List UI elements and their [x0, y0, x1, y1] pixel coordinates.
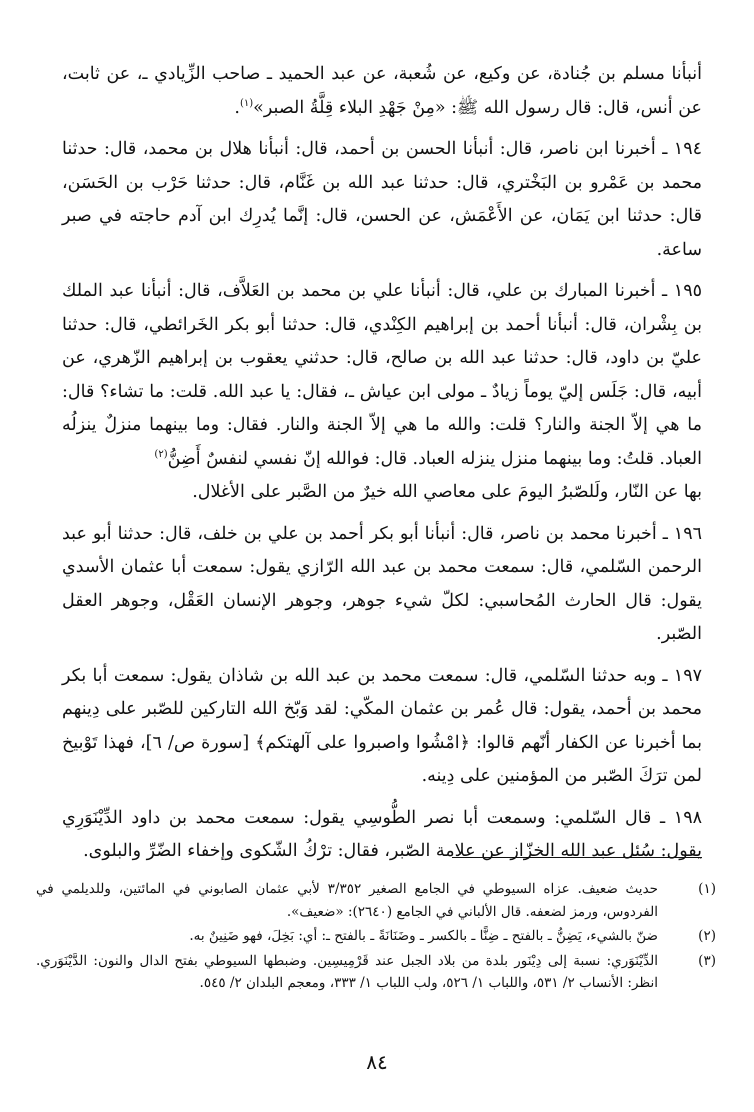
paragraph-text: أنبأنا مسلم بن جُنادة، عن وكيع، عن شُعبة، عن عبد الحميد ـ صاحب الزِّيادي ـ، عن ثابت، عن أنس، قال: قال رسول الله ﷺ: «مِنْ جَهْدِ البلاء قِلَّةُ الصبر»: [62, 64, 702, 118]
paragraph-197: ١٩٧ ـ وبه حدثنا السّلمي، قال: سمعت محمد بن عبد الله بن شاذان يقول: سمعت أبا بكر محمد بن أحمد، يقول: قال عُمر بن عثمان المكّي: لقد وَبّخ الله التاركين للصّبر على دِينهم بما أخبرنا عن الكفار أنّهم قالوا: ﴿امْشُوا واصبروا على آلهتكم﴾ [سورة ص/ ٦]، فهذا تَوْبيخ لمن ترَكَ الصّبر من المؤمنين على دِينه.: [62, 665, 702, 786]
footnotes: [36, 878, 716, 997]
paragraph-195: [62, 275, 702, 476]
footnote-divider: [452, 857, 702, 858]
paragraph-intro: أنبأنا مسلم بن جُنادة، عن وكيع، عن شُعبة، عن عبد الحميد ـ صاحب الزِّيادي ـ، عن ثابت، عن أنس، قال: قال رسول الله ﷺ: «مِنْ جَهْدِ البلاء قِلَّةُ الصبر»$^{(١)}$.: [62, 64, 702, 118]
footnote-mark-2: (٢): [154, 448, 168, 460]
paragraph-196: ١٩٦ ـ أخبرنا محمد بن ناصر، قال: أنبأنا أبو بكر أحمد بن علي بن خلف، قال: حدثنا أبو عبد الرحمن السّلمي، قال: سمعت محمد بن عبد الله الرّازي يقول: سمعت أبا عثمان الأسدي يقول: قال الحارث المُحاسبي: لكلّ شيء جوهر، وجوهر الإنسان العَقْل، وجوهر العقل الصّبر.: [62, 523, 702, 644]
footnote-3: [36, 950, 716, 995]
footnote-text: الدِّيْنَوَري: نسبة إلى دِيْنَور بلدة من بلاد الجبل عند قَرْمِيسِين. وضبطها السيوطي بفتح الدال والنون: الدَّيْنَوَري. انظر: الأنساب ٢/ ٥٣١، واللباب ١/ ٥٢٦، ولب اللباب ١/ ٣٣٣، ومعجم البلدان ٢/ ٥٤٥.: [36, 952, 658, 991]
paragraph-195-end: بها عن النّار، ولَلصّبرُ اليومَ على معاصي الله خيرٌ من الصَّبر على الأغلال.: [192, 482, 702, 502]
main-text: [62, 58, 702, 877]
footnote-number: (١): [698, 881, 716, 897]
footnote-mark-1: (١): [239, 97, 254, 109]
page-number: ٨٤: [366, 1050, 388, 1074]
footnote-1: [36, 878, 716, 923]
footnote-text: ضنّ بالشيء، يَضِنُّ ـ بالفتح ـ ضِنًّا ـ بالكسر ـ وضَنَانَةً ـ بالفتح ـ: أي: بَخِلَ، فهو ضَنِينٌ به.: [189, 928, 658, 944]
footnote-text: حديث ضعيف. عزاه السيوطي في الجامع الصغير ٣/٣٥٢ لأبي عثمان الصابوني في المائتين، وللديلمي في الفردوس، ورمز لضعفه. قال الألباني في الجامع (٢٦٤٠): «ضعيف».: [36, 881, 658, 920]
footnote-number: (٢): [698, 928, 716, 944]
footnote-2: [36, 925, 716, 948]
paragraph-text: ١٩٥ ـ أخبرنا المبارك بن علي، قال: أنبأنا علي بن محمد بن العَلاَّف، قال: أنبأنا عبد الملك بن بِشْران، قال: أنبأنا أحمد بن إبراهيم الكِنْدي، قال: حدثنا أبو بكر الخَرائطي، قال: حدثنا عليّ بن داود، قال: حدثنا عبد الله بن صالح، قال: حدثني يعقوب بن إبراهيم الزّهري، عن أبيه، قال: جَلَس إليّ يوماً زيادٌ ـ مولى ابن عياش ـ، فقال: يا عبد الله. قلت: ما تشاء؟ قال: ما هي إلاّ الجنة والنار؟ قلت: والله ما هي إلاّ الجنة والنار. فقال: وما بينهما منزلٌ ينزلُه العباد. قلتُ: وما بينهما منزل ينزله العباد. قال: فوالله إنّ نفسي لنفسٌ أَضِنُّ: [62, 281, 702, 469]
footnote-number: (٣): [698, 952, 716, 969]
paragraph-194: ١٩٤ ـ أخبرنا ابن ناصر، قال: أنبأنا الحسن بن أحمد، قال: أنبأنا هلال بن محمد، قال: حدثنا محمد بن عَمْرو بن البَخْتري، قال: حدثنا عبد الله بن غَنَّام، قال: حدثنا حَرْب بن الحَسَن، قال: حدثنا ابن يَمَان، عن الأَعْمَش، عن الحسن، قال: إنَّما يُدرِك ابن آدم حاجته في صبر ساعة.: [62, 139, 702, 260]
paragraph-198: ١٩٨ ـ قال السّلمي: وسمعت أبا نصر الطُّوسِي يقول: سمعت محمد بن داود الدِّيْنَوَرِي يقول: سُئل عبد الله الخزّاز عن علامة الصّبر، فقال: ترْكُ الشّكوى وإخفاء الضّرِّ والبلوى.: [62, 807, 702, 861]
